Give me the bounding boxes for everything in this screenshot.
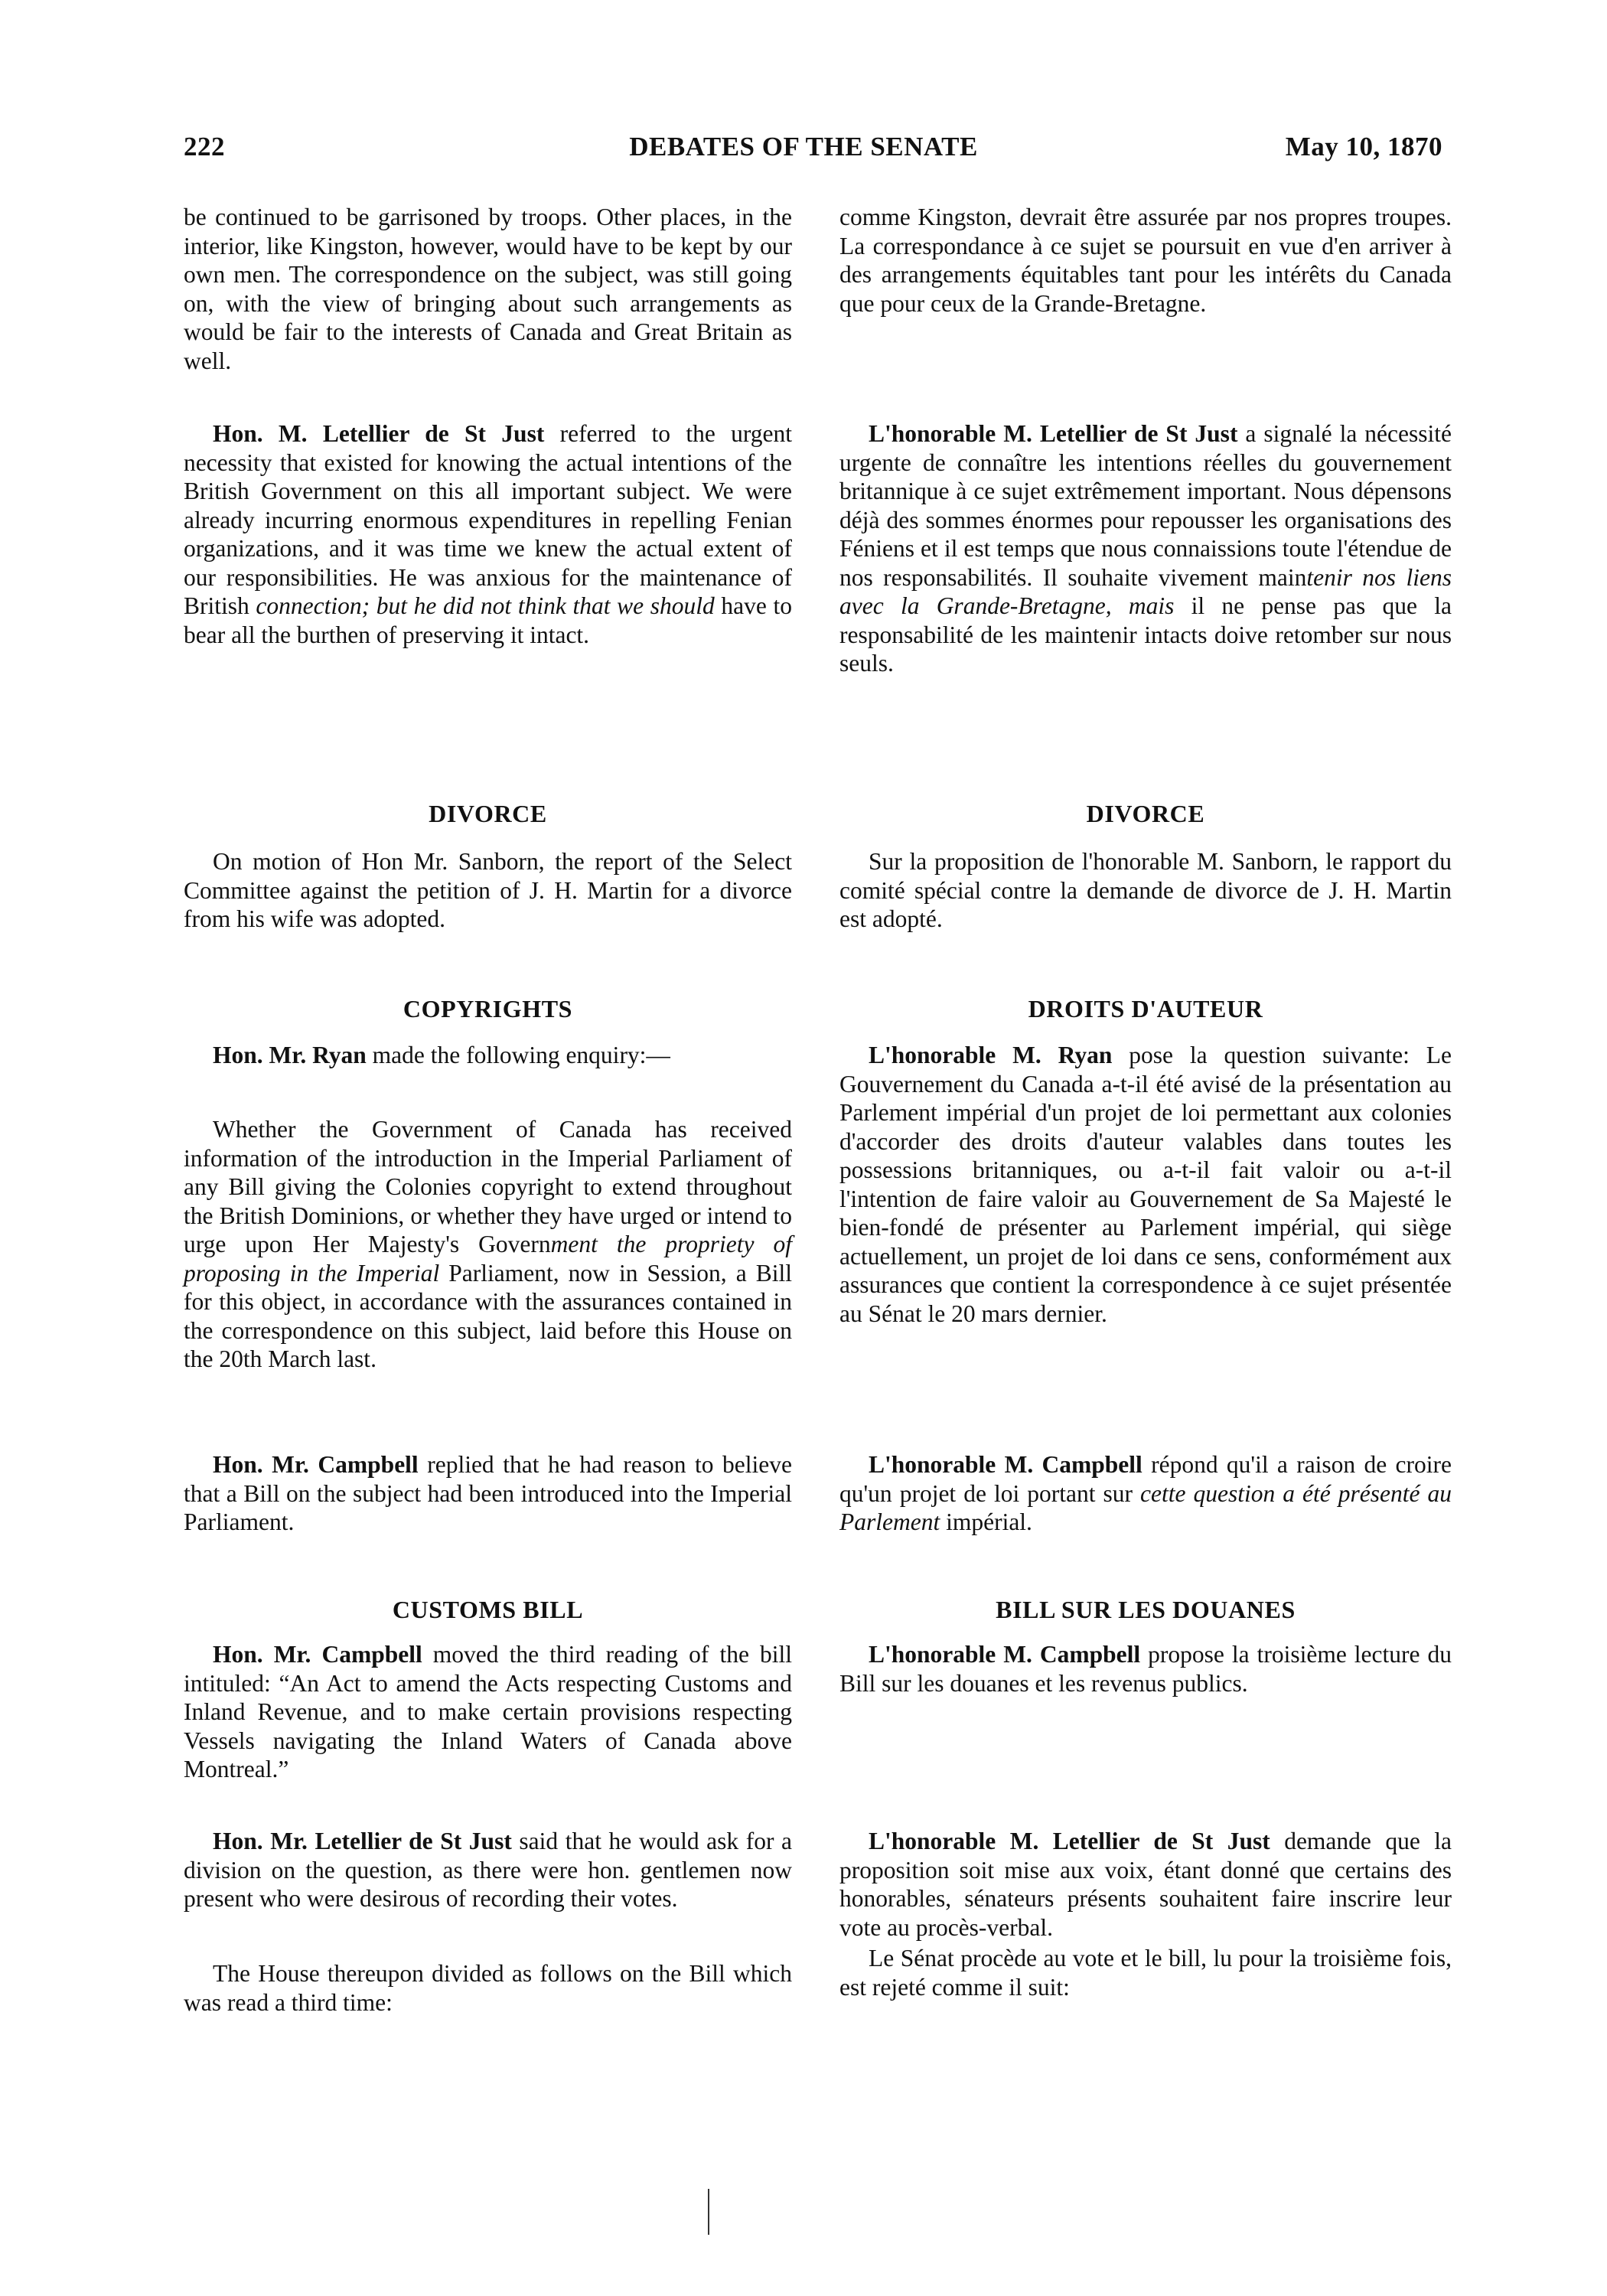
fr-paragraph-ryan: L'honorable M. Ryan pose la question suivante: Le Gouvernement du Canada a-t-il été avisé de la présentation au Parlement impérial d'un projet de loi permettant aux colonies d'accorder des droits d'auteur valables dans toutes les possessions britanniques, ou a-t-il fait valoir ou a-t-il l'intention de faire valoir au Gouvernement de Sa Majesté le bien-fondé de présenter au Parlement impérial, qui siège actuellement, un projet de loi dans ce sens, conformément aux assurances que contient la correspondence à ce sujet présentée au Sénat le 20 mars dernier. [839,1042,1452,1327]
speaker-name: L'honorable M. Letellier de St Just [869,1828,1270,1854]
fr-heading-customs: BILL SUR LES DOUANES [996,1596,1296,1623]
en-paragraph-division: The House thereupon divided as follows on the Bill which was read a third time: [184,1960,792,2016]
en-paragraph-garrison: be continued to be garrisoned by troops. Other places, in the interior, like Kingston, however, would have to be kept by our own men. The correspondence on the subject, was still going on, with the view of bringing about such arrangements as would be fair to the interests of Canada and Great Britain as well. [184,204,792,374]
column-rule [708,2189,709,2235]
page-number: 222 [184,132,225,161]
running-title: DEBATES OF THE SENATE [629,132,978,161]
speaker-name: Hon. Mr. Campbell [213,1451,419,1478]
fr-paragraph-customs: L'honorable M. Campbell propose la troisième lecture du Bill sur les douanes et les revenus publics. [839,1641,1452,1697]
en-paragraph-letellier-division: Hon. Mr. Letellier de St Just said that he would ask for a division on the question, as there were hon. gentlemen now present who were desirous of recording their votes. [184,1828,792,1912]
fr-heading-divorce: DIVORCE [1086,800,1205,827]
speaker-name: Hon. Mr. Campbell [213,1641,422,1668]
fr-paragraph-divorce: Sur la proposition de l'honorable M. Sanborn, le rapport du comité spécial contre la demande de divorce de J. H. Martin est adopté. [839,848,1452,932]
fr-paragraph-garrison: comme Kingston, devrait être assurée par nos propres troupes. La correspondance à ce sujet se poursuit en vue d'en arriver à des arrangements équitables tant pour les intérêts du Canada que pour ceux de la Grande-Bretagne. [839,204,1452,317]
fr-paragraph-campbell: L'honorable M. Campbell répond qu'il a raison de croire qu'un projet de loi portant sur cette question a été présenté au Parlement impérial. [839,1451,1452,1535]
en-paragraph-divorce: On motion of Hon Mr. Sanborn, the report of the Select Committee against the petition of J. H. Martin for a divorce from his wife was adopted. [184,848,792,932]
speaker-name: L'honorable M. Campbell [869,1641,1141,1668]
fr-paragraph-letellier: L'honorable M. Letellier de St Just a signalé la nécessité urgente de connaître les intentions réelles du gouvernement britannique à ce sujet extrêmement important. Nous dépensons déjà des sommes énormes pour repousser les organisations des Féniens et il est temps que nous connaissions toute l'étendue de nos responsabilités. Il souhaite vivement maintenir nos liens avec la Grande-Bretagne, mais il ne pense pas que la responsabilité de les maintenir intacts doive retomber sur nous seuls. [839,420,1452,677]
speaker-name: L'honorable M. Ryan [869,1042,1113,1068]
en-paragraph-customs: Hon. Mr. Campbell moved the third reading of the bill intituled: “An Act to amend the Acts respecting Customs and Inland Revenue, and to make certain provisions respecting Vessels navigating the Inland Waters of Canada above Montreal.” [184,1641,792,1782]
header-date: May 10, 1870 [1285,132,1442,161]
en-paragraph-ryan: Hon. Mr. Ryan made the following enquiry:— [213,1042,670,1068]
en-paragraph-campbell: Hon. Mr. Campbell replied that he had reason to believe that a Bill on the subject had been introduced into the Imperial Parliament. [184,1451,793,1535]
fr-paragraph-letellier-division: L'honorable M. Letellier de St Just demande que la proposition soit mise aux voix, étant donné que certains des honorables, sénateurs présents souhaitent faire inscrire leur vote au procès-verbal. [839,1828,1452,1941]
speaker-name: L'honorable M. Campbell [869,1451,1143,1478]
fr-heading-copyrights: DROITS D'AUTEUR [1028,995,1263,1022]
fr-paragraph-division: Le Sénat procède au vote et le bill, lu pour la troisième fois, est rejeté comme il suit: [839,1945,1452,2001]
speaker-name: L'honorable M. Letellier de St Just [869,420,1238,447]
speaker-name: Hon. Mr. Letellier de St Just [213,1828,512,1854]
en-heading-customs: CUSTOMS BILL [392,1596,584,1623]
en-heading-copyrights: COPYRIGHTS [403,995,573,1022]
en-heading-divorce: DIVORCE [429,800,547,827]
en-paragraph-ryan-question: Whether the Government of Canada has received information of the introduction in the Imperial Parliament of any Bill giving the Colonies copyright to extend throughout the British Dominions, or whether they have urged or intend to urge upon Her Majesty's Government the propriety of proposing in the Imperial Parliament, now in Session, a Bill for this object, in accordance with the assurances contained in the correspondence on this subject, laid before this House on the 20th March last. [184,1116,792,1372]
speaker-name: Hon. M. Letellier de St Just [213,420,545,447]
en-paragraph-letellier: Hon. M. Letellier de St Just referred to the urgent necessity that existed for knowing the actual intentions of the British Government on this all important subject. We were already incurring enormous expenditures in repelling Fenian organizations, and it was time we knew the actual extent of our responsibilities. He was anxious for the maintenance of British connection; but he did not think that we should have to bear all the burthen of preserving it intact. [184,420,793,648]
speaker-name: Hon. Mr. Ryan [213,1042,367,1068]
